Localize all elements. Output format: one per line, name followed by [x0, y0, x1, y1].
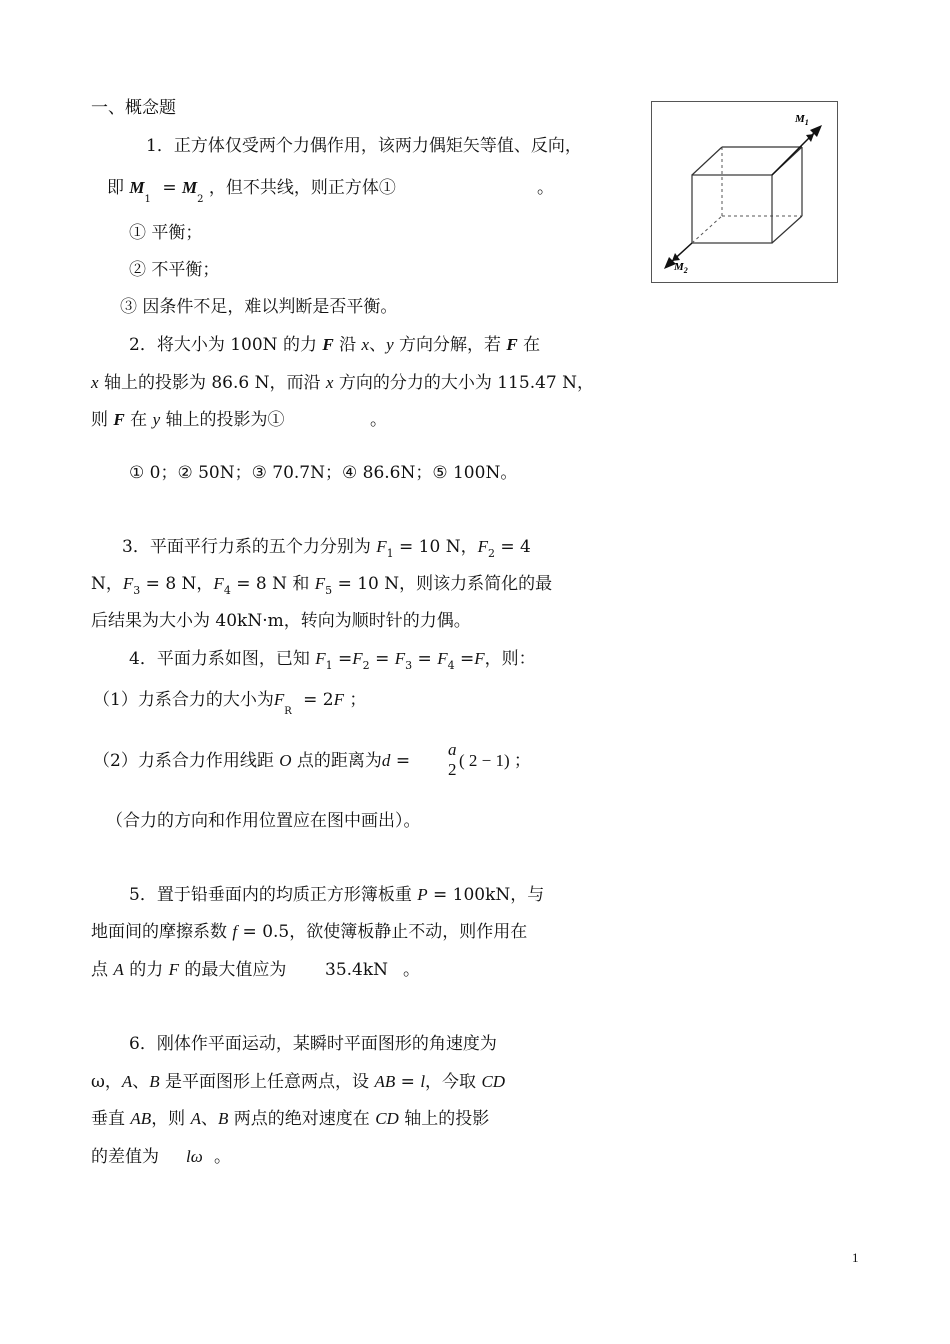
q6-t2: 、 [132, 1072, 150, 1092]
q6-line2 [91, 1071, 505, 1093]
q5-t2: = 100kN，与 [427, 885, 545, 905]
q4-p2-t2: 点的距离为 [291, 751, 382, 771]
q6-AB: AB [374, 1072, 396, 1091]
q1-m1: M [129, 178, 145, 197]
q6-CD2: CD [375, 1109, 399, 1128]
q2-y: y [386, 335, 394, 354]
m2-label: $M_2$ [674, 261, 688, 275]
q2-F2: F [506, 335, 518, 354]
q3-s5: 5 [325, 584, 333, 597]
q6-l: l [420, 1072, 426, 1091]
cube-hidden-edge [692, 216, 722, 243]
q3-s1: 1 [386, 547, 394, 560]
q6-B: B [149, 1072, 160, 1091]
q3-F4: F [213, 574, 224, 593]
q1-prefix: 即 [107, 178, 124, 198]
q2-t2: 沿 [333, 335, 362, 355]
q5-t4: = 0.5，欲使簿板静止不动，则作用在 [237, 922, 528, 942]
q4-note: （合力的方向和作用位置应在图中画出）。 [106, 811, 421, 831]
q5-line1 [129, 884, 544, 906]
q4-F: F [474, 649, 485, 668]
q2-line2 [91, 372, 594, 394]
q6-t9: 两点的绝对速度在 [228, 1109, 376, 1129]
q2-t4: 方向分解，若 [393, 335, 507, 355]
q6-t4: = [395, 1072, 421, 1092]
q4-F3: F [394, 649, 406, 668]
q5-t5: 点 [91, 960, 114, 980]
q4-s4: 4 [447, 659, 455, 672]
q3-line1 [122, 536, 531, 560]
q6-t7: ，则 [151, 1109, 191, 1129]
q6-t5: ，今取 [425, 1072, 482, 1092]
q6-answer: lω [186, 1147, 203, 1166]
m1-label: $M_1$ [795, 113, 809, 127]
q3-s2: 2 [487, 547, 495, 560]
q2-t5: 在 [517, 335, 541, 355]
q2-t8: 则 [91, 410, 114, 430]
q4-part2 [93, 750, 410, 772]
q6-line3 [91, 1108, 489, 1130]
q4-p1-eq: = 2 [303, 690, 334, 710]
q4-p1-label: （1）力系合力的大小为 [93, 690, 274, 710]
q6-line1: 6．刚体作平面运动，某瞬时平面图形的角速度为 [129, 1034, 497, 1054]
cube-edge [692, 147, 722, 175]
q3-F1: F [376, 537, 387, 556]
q5-t3: 地面间的摩擦系数 [91, 922, 233, 942]
q6-A: A [121, 1072, 133, 1091]
q4-line1 [129, 648, 536, 672]
q3-t2: N， [91, 574, 123, 594]
q1-option-3: ③ 因条件不足，难以判断是否平衡。 [120, 297, 398, 317]
q1-m2: M [181, 178, 198, 197]
q4-part2-tail: ( 2 − 1) ； [459, 751, 531, 770]
q4-F1: F [315, 649, 326, 668]
q3-F2: F [477, 537, 488, 556]
q6-t6: 垂直 [91, 1109, 131, 1129]
q6-AB2: AB [130, 1109, 152, 1128]
q4-F2: F [352, 649, 363, 668]
q5-t1: 5．置于铅垂面内的均质正方形簿板重 [129, 885, 418, 905]
q6-t3: 是平面图形上任意两点，设 [159, 1072, 375, 1092]
q6-A2: A [190, 1109, 201, 1128]
q4-eq3: = [412, 649, 438, 669]
q2-options: ① 0；② 50N；③ 70.7N；④ 86.6N；⑤ 100N。 [129, 463, 518, 483]
q5-t7: 的最大值应为 [179, 960, 287, 980]
q5-end-mark: 。 [403, 960, 420, 980]
q4-F4: F [437, 649, 448, 668]
q4-O: O [279, 751, 292, 770]
q2-line1 [129, 334, 540, 356]
q3-line2 [91, 573, 552, 597]
q2-F: F [322, 335, 334, 354]
q3-v2: = 4 [494, 537, 531, 557]
q1-eq: = [162, 178, 177, 198]
q4-p2-t1: （2）力系合力作用线距 [93, 751, 280, 771]
q3-v1: = 10 N， [393, 537, 478, 557]
q4-frac-num: a [448, 740, 457, 759]
q4-eq4: = [454, 649, 475, 669]
q1-option-1: ① 平衡； [129, 223, 203, 243]
q1-end-mark: 。 [537, 178, 554, 198]
cube-front-face [692, 175, 772, 243]
q1-option-2: ② 不平衡； [129, 260, 220, 280]
q4-fraction [448, 740, 457, 780]
q5-P: P [417, 885, 428, 904]
q3-F5: F [314, 574, 326, 593]
q2-y2: y [152, 410, 161, 429]
section-title: 一、概念题 [91, 98, 176, 118]
q4-p1-F: F [333, 690, 345, 709]
q3-v5: = 10 N，则该力系简化的最 [332, 574, 553, 594]
cube-edge [772, 216, 802, 243]
q6-t10: 轴上的投影 [398, 1109, 490, 1129]
q1-suffix: ，但不共线，则正方体① [208, 178, 396, 198]
q6-t8: 、 [200, 1109, 218, 1129]
q4-s2: 2 [362, 659, 370, 672]
q4-s1: 1 [325, 659, 333, 672]
q5-F: F [168, 960, 179, 979]
cube-figure [651, 101, 838, 283]
q3-s3: 3 [133, 584, 141, 597]
q3-s4: 4 [223, 584, 231, 597]
q4-p1-end: ； [344, 690, 367, 710]
q2-end-mark: 。 [370, 410, 387, 430]
q4-p2-eq: = [390, 751, 411, 771]
q5-answer: 35.4kN [325, 960, 389, 980]
q2-t1: 2．将大小为 100N 的力 [129, 335, 323, 355]
q5-f: f [232, 922, 238, 941]
q4-part1 [93, 689, 367, 717]
q5-line2 [91, 921, 527, 943]
q4-FR: F [273, 690, 285, 709]
q6-line4: 的差值为 [91, 1147, 159, 1167]
q2-t6: 轴上的投影为 86.6 N，而沿 [98, 373, 326, 393]
q1-line1: 1．正方体仅受两个力偶作用，该两力偶矩矢等值、反向， [146, 136, 582, 156]
q2-x2: x [91, 373, 99, 392]
q5-t6: 的力 [123, 960, 169, 980]
q2-t10: 轴上的投影为① [160, 410, 285, 430]
q6-end-mark: 。 [214, 1147, 231, 1167]
q3-v4: = 8 N 和 [230, 574, 315, 594]
q6-B2: B [217, 1109, 229, 1128]
q6-t1: ω， [91, 1072, 122, 1092]
q3-line3: 后结果为大小为 40kN·m，转向为顺时针的力偶。 [91, 611, 471, 631]
page-number: 1 [852, 1250, 859, 1265]
q6-CD: CD [481, 1072, 506, 1091]
q4-t2: ，则： [484, 649, 536, 669]
q1-line2 [107, 177, 396, 205]
q4-frac-den: 2 [448, 760, 457, 779]
q4-t1: 4．平面力系如图，已知 [129, 649, 316, 669]
q2-line3 [91, 409, 285, 431]
q2-x: x [361, 335, 370, 354]
q1-m2-sub: 2 [197, 194, 204, 205]
q2-F3: F [113, 410, 125, 429]
q2-t7: 方向的分力的大小为 115.47 N， [333, 373, 595, 393]
q4-eq1: = [332, 649, 353, 669]
q2-x3: x [325, 373, 334, 392]
q3-v3: = 8 N， [140, 574, 214, 594]
q3-F3: F [122, 574, 134, 593]
q5-A: A [113, 960, 124, 979]
q5-line3 [91, 959, 286, 981]
q4-d: d [381, 751, 391, 770]
q4-s3: 3 [405, 659, 413, 672]
q4-R: R [284, 706, 292, 717]
q4-eq2: = [369, 649, 395, 669]
q2-t9: 在 [124, 410, 153, 430]
q3-t1: 3．平面平行力系的五个力分别为 [122, 537, 377, 557]
q2-t3: 、 [369, 335, 387, 355]
cube-diagram [652, 102, 837, 282]
q1-m1-sub: 1 [144, 194, 151, 205]
